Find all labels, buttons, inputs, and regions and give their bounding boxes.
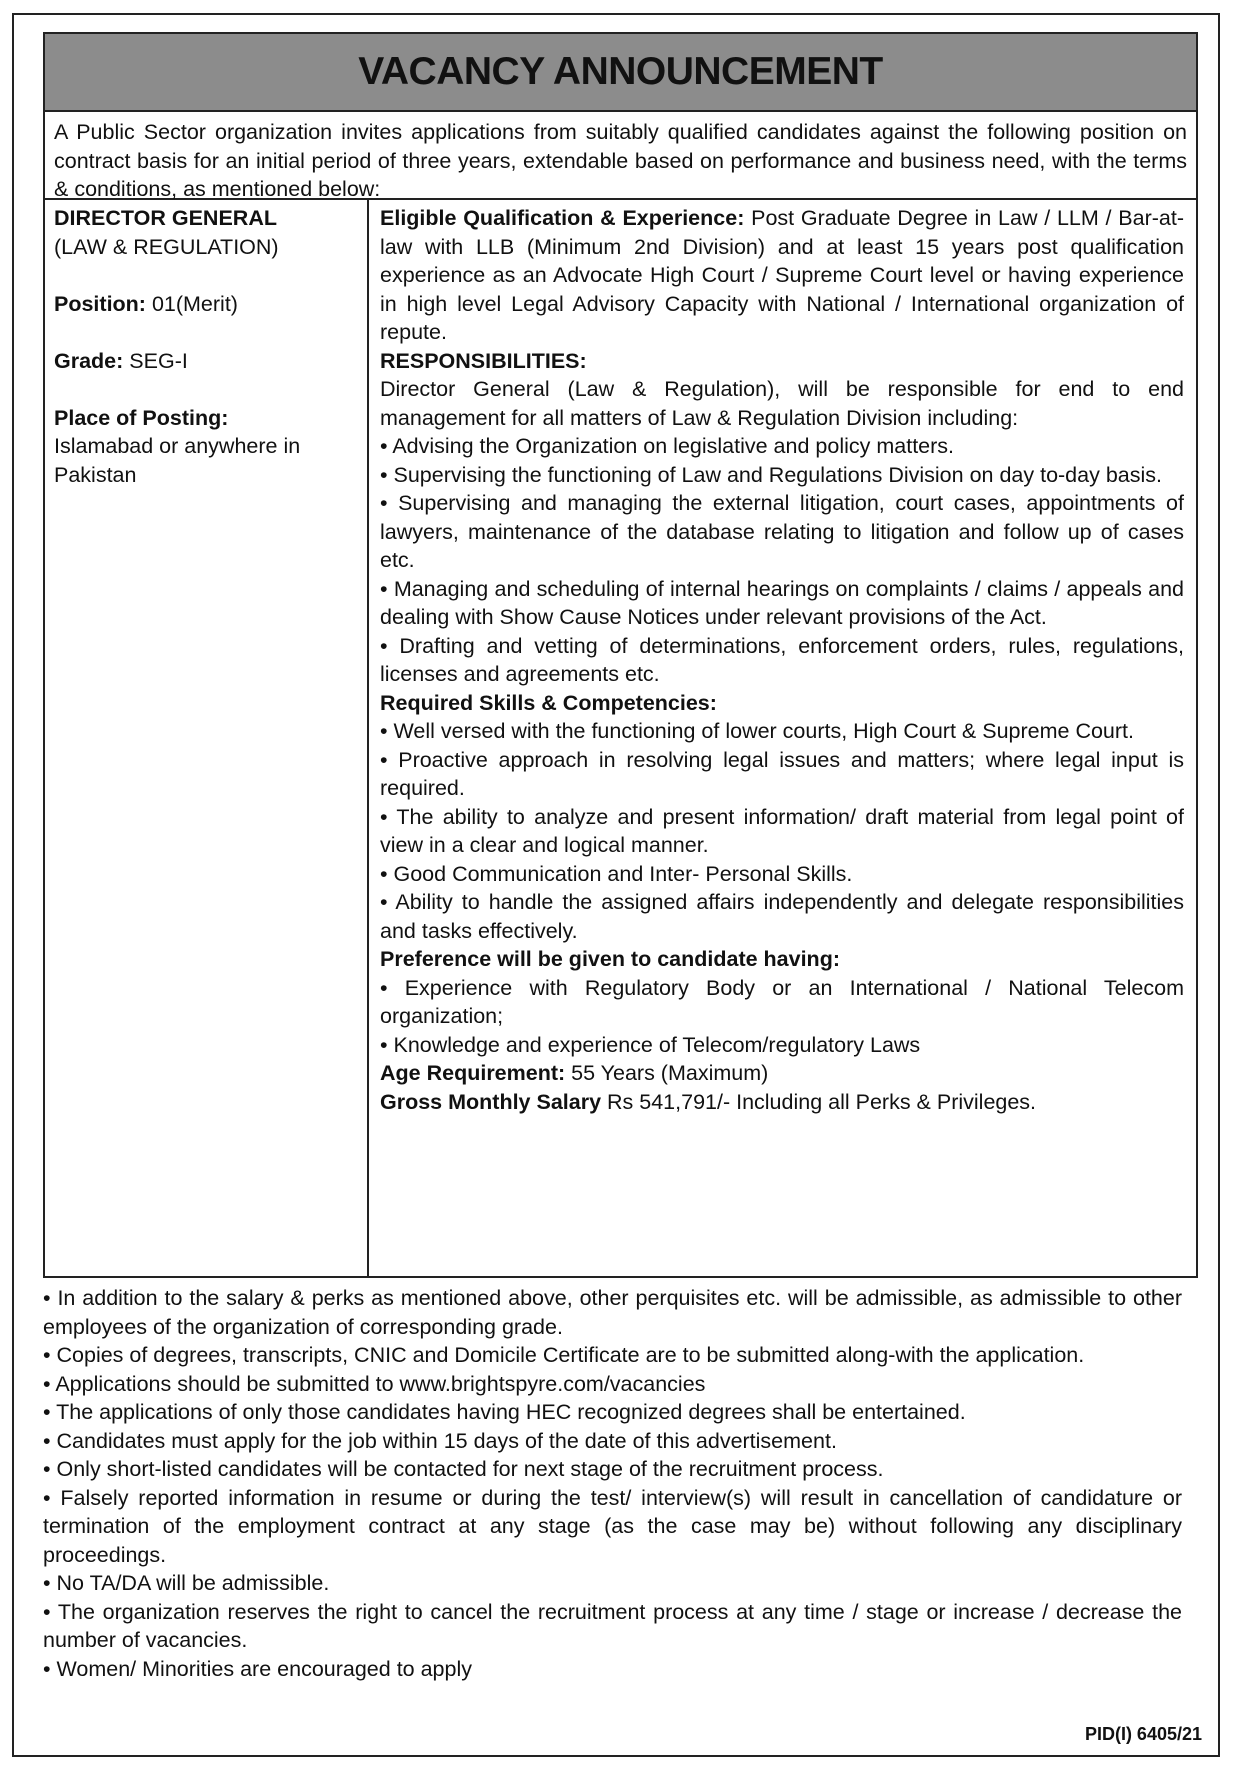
posting-value: Islamabad or anywhere in Pakistan [54,434,301,487]
list-item: • No TA/DA will be admissible. [43,1571,330,1595]
list-item: • Drafting and vetting of determinations, enforcement orders, rules, regulations, licenses and agreements etc. [380,633,1184,686]
list-item: • Only short-listed candidates will be contacted for next stage of the recruitment process. [43,1457,884,1481]
list-item: • Good Communication and Inter- Personal Skills. [380,861,853,886]
list-item: • Falsely reported information in resume or during the test/ interview(s) will result in cancellation of candidature or termination of the employment contract at any stage (as the case may be) without following any disciplinary proceedings. [43,1485,1182,1567]
salary-label: Gross Monthly Salary [380,1089,602,1114]
list-item: • Advising the Organization on legislative and policy matters. [380,434,955,458]
terms-list [43,1284,1182,1683]
pid-number: PID(I) 6405/21 [1084,1724,1202,1744]
position-row [54,290,358,319]
grade-label: Grade: [54,348,124,373]
responsibilities-heading: RESPONSIBILITIES: [380,348,587,373]
posting-label: Place of Posting: [54,405,229,430]
advertisement-box [43,32,1198,1278]
page-title: VACANCY ANNOUNCEMENT [45,34,1196,112]
salary-row [380,1088,1184,1117]
list-item: • The applications of only those candidates having HEC recognized degrees shall be entertained. [43,1400,966,1424]
list-item: • Copies of degrees, transcripts, CNIC and Domicile Certificate are to be submitted along-with the application. [43,1343,1085,1367]
position-column [45,200,369,1278]
list-item: • Women/ Minorities are encouraged to apply [43,1656,472,1681]
salary-value: Rs 541,791/- Including all Perks & Privileges. [601,1089,1037,1114]
list-item: • Applications should be submitted to www.brightspyre.com/vacancies [43,1371,706,1396]
age-row [380,1059,1184,1088]
age-label: Age Requirement: [380,1061,566,1085]
list-item: • Ability to handle the assigned affairs independently and delegate responsibilities and tasks effectively. [380,890,1184,943]
intro-paragraph: A Public Sector organization invites applications from suitably qualified candidates against the following position on contract basis for an initial period of three years, extendable based on performance and business need, with the terms & conditions, as mentioned below: [45,112,1196,200]
grade-value: SEG-I [123,348,188,373]
qualification-paragraph [380,204,1184,347]
qualification-label: Eligible Qualification & Experience: [380,206,745,230]
preference-heading: Preference will be given to candidate having: [380,947,840,971]
post-subtitle: (LAW & REGULATION) [54,234,279,259]
list-item: • Supervising the functioning of Law and Regulations Division on day to-day basis. [380,462,1162,487]
skills-heading: Required Skills & Competencies: [380,690,717,715]
list-item: • Managing and scheduling of internal hearings on complaints / claims / appeals and dealing with Show Cause Notices under relevant provisions of the Act. [380,576,1184,629]
list-item: • Experience with Regulatory Body or an International / National Telecom organization; [380,975,1184,1028]
list-item: • Proactive approach in resolving legal issues and matters; where legal input is required. [380,747,1184,800]
position-value: 01(Merit) [145,291,238,316]
list-item: • Supervising and managing the external litigation, court cases, appointments of lawyers, maintenance of the database relating to litigation and follow up of cases etc. [380,491,1184,572]
list-item: • Candidates must apply for the job within 15 days of the date of this advertisement. [43,1428,837,1453]
list-item: • Well versed with the functioning of lower courts, High Court & Supreme Court. [380,719,1134,743]
age-value: 55 Years (Maximum) [565,1061,769,1085]
details-table [45,200,1196,1278]
requirements-column [369,200,1196,1278]
position-label: Position: [54,291,146,316]
list-item: • The organization reserves the right to cancel the recruitment process at any time / stage or increase / decrease the number of vacancies. [43,1599,1182,1652]
grade-row [54,347,358,376]
list-item: • The ability to analyze and present information/ draft material from legal point of view in a clear and logical manner. [380,804,1184,857]
responsibilities-intro: Director General (Law & Regulation), will be responsible for end to end management for all matters of Law & Regulation Division including: [380,377,1184,430]
qualification-text: Post Graduate Degree in Law / LLM / Bar-at-law with LLB (Minimum 2nd Division) and at least 15 years post qualification experience as an Advocate High Court / Supreme Court level or having experience in high level Legal Advisory Capacity with National / International organization of repute. [380,206,1184,344]
list-item: • In addition to the salary & perks as mentioned above, other perquisites etc. will be admissible, as admissible to other employees of the organization of corresponding grade. [43,1286,1182,1339]
post-title: DIRECTOR GENERAL [54,206,277,230]
list-item: • Knowledge and experience of Telecom/regulatory Laws [380,1032,921,1057]
